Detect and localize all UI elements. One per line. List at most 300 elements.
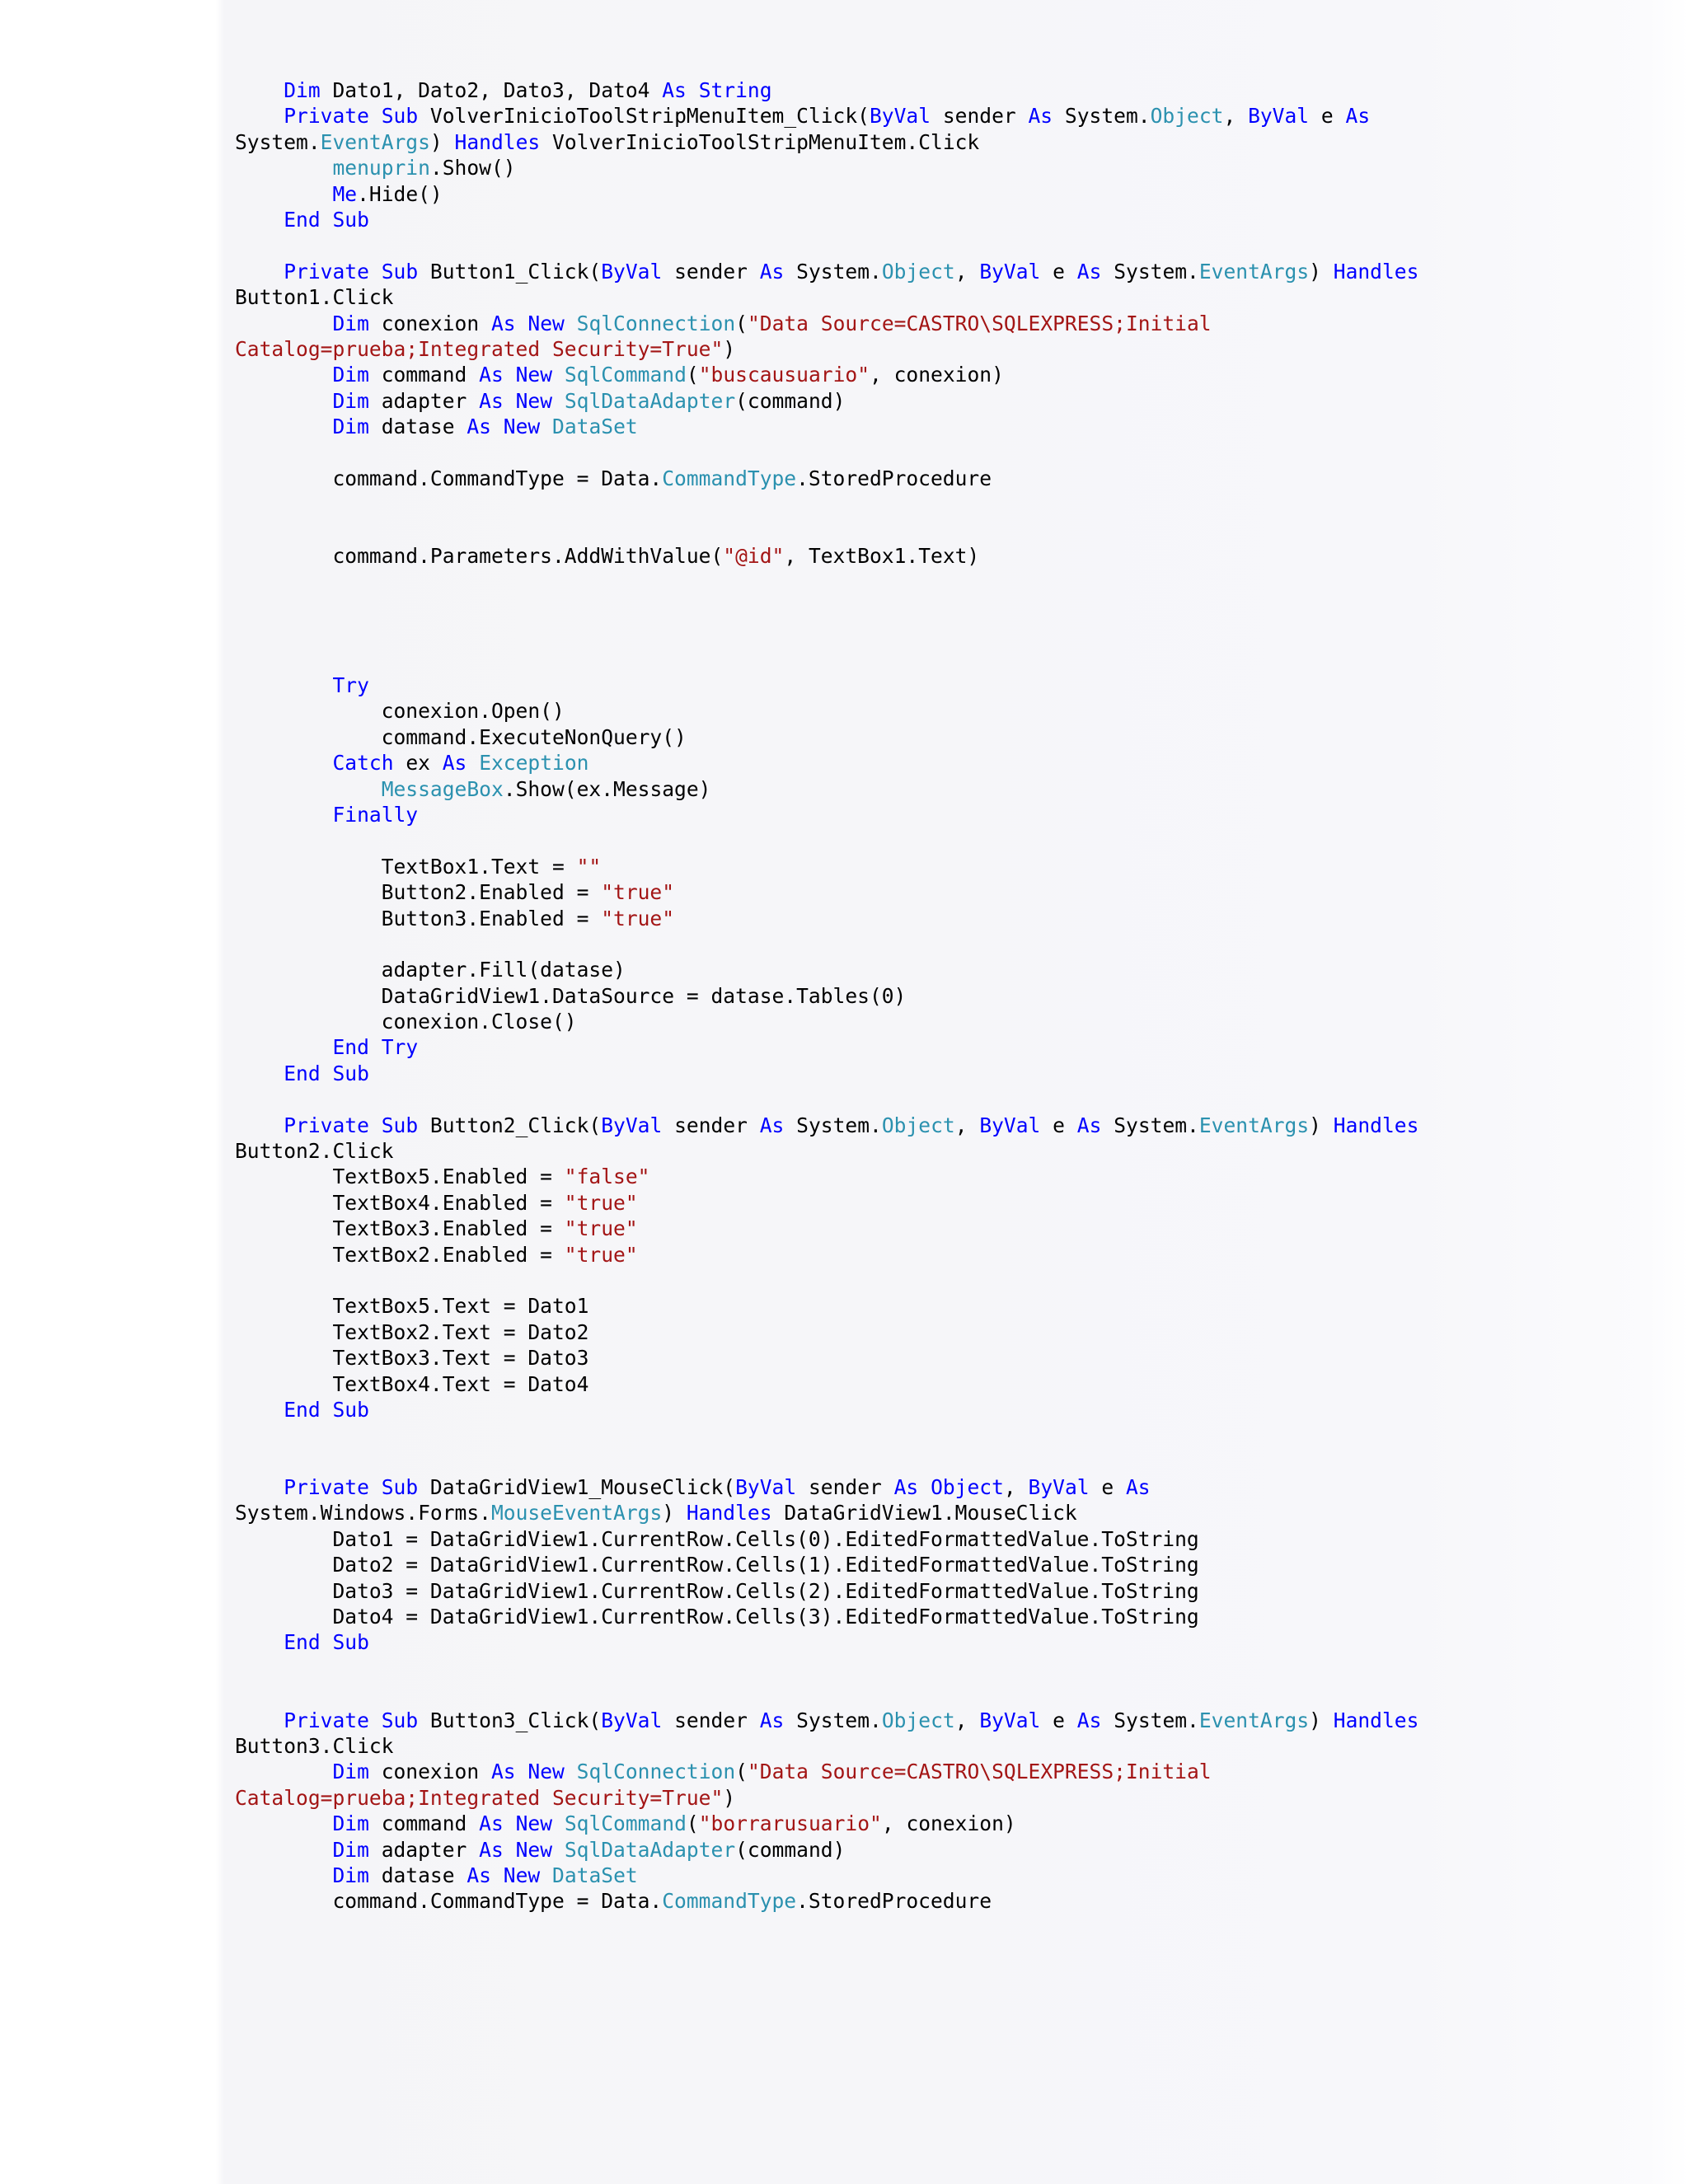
- code-token: ByVal: [601, 1708, 663, 1732]
- code-token: ): [723, 336, 736, 361]
- code-line: [235, 1293, 1653, 1319]
- code-token: As: [1345, 104, 1371, 129]
- code-token: [918, 1475, 931, 1499]
- code-token: ByVal: [1028, 1475, 1090, 1500]
- code-token: , TextBox1.Text): [784, 544, 980, 569]
- code-token: End: [284, 1397, 321, 1422]
- code-line: [235, 77, 1653, 103]
- code-line: [235, 259, 1653, 284]
- code-line: [235, 750, 1653, 776]
- code-token: Sub: [381, 104, 419, 129]
- code-token: [235, 208, 284, 232]
- code-token: [235, 1811, 332, 1835]
- code-token: e: [1309, 104, 1346, 129]
- code-token: [504, 363, 516, 387]
- code-token: Dato2 = DataGridView1.CurrentRow.Cells(1).EditedFormattedValue.ToString: [235, 1553, 1199, 1577]
- code-token: command.CommandType = Data.: [235, 1889, 663, 1914]
- code-token: Object: [881, 1708, 955, 1732]
- code-token: sender: [662, 1708, 760, 1732]
- code-token: [552, 1811, 565, 1835]
- code-token: [552, 389, 565, 413]
- code-token: Me: [332, 181, 358, 206]
- code-token: conexion: [368, 311, 491, 335]
- code-token: sender: [796, 1475, 894, 1500]
- code-token: (: [686, 363, 699, 387]
- code-token: VolverInicioToolStripMenuItem.Click: [540, 129, 980, 154]
- code-token: [540, 415, 552, 438]
- code-token: ): [662, 1501, 687, 1526]
- code-token: Handles: [1333, 1113, 1419, 1137]
- code-token: sender: [662, 259, 760, 284]
- code-token: [235, 389, 332, 413]
- code-token: ,: [954, 259, 980, 284]
- code-token: System.: [1101, 1113, 1199, 1137]
- code-token: ByVal: [869, 104, 931, 129]
- code-token: System.: [784, 1708, 882, 1732]
- code-token: [516, 312, 528, 335]
- code-token: command.Parameters.AddWithValue(: [235, 544, 724, 569]
- code-line: [235, 1061, 1653, 1086]
- code-line: [235, 776, 1653, 802]
- code-token: [552, 363, 565, 387]
- code-token: e: [1040, 259, 1077, 284]
- code-line: [235, 1086, 1653, 1112]
- code-token: Object: [1150, 104, 1224, 129]
- code-token: Sub: [332, 1061, 369, 1085]
- code-token: [235, 1760, 332, 1783]
- code-token: ByVal: [601, 259, 663, 284]
- code-token: ByVal: [979, 1113, 1041, 1137]
- code-token: ByVal: [1248, 104, 1310, 129]
- code-token: conexion.Close(): [235, 1010, 577, 1034]
- code-token: , conexion): [881, 1811, 1016, 1836]
- code-token: [504, 389, 516, 413]
- code-token: SqlCommand: [564, 363, 687, 387]
- code-token: Sub: [332, 207, 369, 232]
- code-line: [235, 1888, 1653, 1914]
- code-token: .Show(ex.Message): [503, 776, 711, 801]
- code-line: [235, 1371, 1653, 1397]
- code-token: System.Windows.Forms.: [235, 1501, 491, 1526]
- code-token: Sub: [381, 1708, 419, 1732]
- code-line: [235, 232, 1653, 258]
- code-token: (: [735, 1760, 748, 1784]
- code-line: [235, 1526, 1653, 1552]
- code-token: e: [1089, 1475, 1126, 1500]
- code-token: Private: [284, 1708, 369, 1732]
- code-token: [235, 1475, 284, 1499]
- code-token: [235, 415, 332, 438]
- code-token: EventArgs: [320, 129, 430, 154]
- code-token: menuprin: [332, 156, 430, 180]
- code-token: Try: [381, 1035, 419, 1060]
- code-token: Button3.Enabled =: [235, 906, 602, 930]
- code-token: As: [479, 363, 504, 387]
- code-token: Sub: [381, 1475, 419, 1500]
- code-token: Button3_Click(: [418, 1708, 602, 1732]
- code-token: TextBox2.Enabled =: [235, 1242, 565, 1267]
- code-token: [321, 1062, 333, 1085]
- code-token: System.: [784, 1113, 882, 1137]
- code-token: command.CommandType = Data.: [235, 466, 663, 490]
- code-token: "": [576, 854, 602, 879]
- code-token: Catalog=prueba;Integrated Security=True": [235, 1785, 724, 1810]
- code-token: VolverInicioToolStripMenuItem_Click(: [418, 104, 870, 129]
- code-token: TextBox1.Text =: [235, 854, 577, 879]
- code-token: MessageBox: [381, 776, 504, 801]
- code-token: conexion.Open(): [235, 699, 565, 724]
- code-token: [235, 803, 332, 827]
- code-line: [235, 414, 1653, 439]
- code-line: [235, 931, 1653, 957]
- code-line: [235, 1552, 1653, 1577]
- code-token: ByVal: [735, 1475, 797, 1500]
- code-token: Sub: [381, 1113, 419, 1137]
- code-token: Dim: [332, 311, 369, 335]
- code-token: SqlConnection: [576, 1760, 736, 1784]
- code-token: [235, 363, 332, 387]
- code-token: (: [686, 1811, 699, 1836]
- code-line: [235, 1268, 1653, 1293]
- code-line: [235, 388, 1653, 414]
- code-token: (: [735, 311, 748, 335]
- code-token: Handles: [686, 1501, 772, 1526]
- code-token: [235, 182, 332, 206]
- code-line: [235, 1604, 1653, 1629]
- code-token: End: [332, 1035, 369, 1060]
- code-token: , conexion): [870, 363, 1004, 387]
- code-token: TextBox4.Enabled =: [235, 1190, 565, 1215]
- code-token: [504, 1811, 516, 1835]
- code-token: Sub: [332, 1630, 369, 1655]
- code-token: System.: [1101, 1708, 1199, 1732]
- code-token: As: [490, 1760, 516, 1784]
- code-token: [369, 1708, 382, 1732]
- code-token: SqlDataAdapter: [564, 388, 736, 413]
- code-token: As: [490, 311, 516, 335]
- code-token: System.: [1101, 259, 1199, 284]
- code-token: DataGridView1_MouseClick(: [418, 1475, 736, 1500]
- code-token: ): [1309, 1708, 1334, 1732]
- code-line: [235, 1656, 1653, 1681]
- code-token: TextBox3.Text = Dato3: [235, 1346, 589, 1371]
- code-line: [235, 1708, 1653, 1733]
- code-line: [235, 827, 1653, 853]
- code-token: Dim: [332, 1760, 369, 1784]
- code-token: conexion: [368, 1760, 491, 1784]
- code-token: As: [1126, 1475, 1151, 1500]
- code-token: [235, 1062, 284, 1085]
- code-token: Dim: [332, 388, 369, 413]
- code-token: Dim: [332, 1863, 369, 1887]
- code-line: [235, 1474, 1653, 1500]
- code-token: As: [467, 415, 491, 439]
- code-token: .StoredProcedure: [796, 1889, 992, 1914]
- code-token: As: [662, 78, 687, 102]
- code-token: Dim: [332, 415, 369, 439]
- code-token: "true": [564, 1242, 638, 1267]
- code-token: Try: [332, 673, 369, 697]
- code-token: New: [515, 363, 553, 387]
- code-token: [235, 1035, 332, 1059]
- code-token: [235, 312, 332, 335]
- code-token: Dato3 = DataGridView1.CurrentRow.Cells(2).EditedFormattedValue.ToString: [235, 1578, 1199, 1603]
- code-token: New: [528, 1760, 565, 1784]
- code-token: sender: [662, 1113, 760, 1137]
- code-token: TextBox4.Text = Dato4: [235, 1371, 589, 1396]
- code-line: [235, 595, 1653, 621]
- code-listing: [235, 77, 1653, 1915]
- code-token: [369, 1113, 382, 1137]
- code-token: ex: [393, 751, 443, 776]
- code-token: [321, 208, 333, 232]
- code-token: ByVal: [979, 259, 1041, 284]
- code-token: As: [479, 388, 504, 413]
- code-token: "buscausuario": [698, 363, 870, 387]
- code-token: [467, 751, 479, 775]
- code-token: Dim: [332, 1837, 369, 1862]
- code-token: End: [284, 1061, 321, 1085]
- code-token: As: [467, 1863, 491, 1887]
- code-token: [552, 1838, 565, 1862]
- code-token: .Show(): [429, 156, 516, 180]
- code-token: As: [1028, 104, 1053, 129]
- code-token: EventArgs: [1198, 1708, 1310, 1732]
- code-line: [235, 724, 1653, 750]
- code-line: [235, 491, 1653, 517]
- code-line: [235, 1629, 1653, 1655]
- code-token: SqlCommand: [564, 1811, 687, 1836]
- code-line: [235, 1422, 1653, 1448]
- code-token: As: [479, 1811, 504, 1836]
- code-token: [565, 1760, 577, 1783]
- code-token: ): [1309, 1113, 1334, 1137]
- code-token: e: [1040, 1113, 1077, 1137]
- code-token: DataGridView1.DataSource = datase.Tables(0): [235, 983, 907, 1008]
- code-token: TextBox3.Enabled =: [235, 1216, 565, 1241]
- code-line: [235, 1242, 1653, 1268]
- code-token: Handles: [454, 129, 541, 154]
- code-token: Button2.Enabled =: [235, 880, 602, 905]
- code-token: ByVal: [601, 1113, 663, 1137]
- code-token: [321, 1398, 333, 1422]
- code-line: [235, 1578, 1653, 1604]
- code-line: [235, 1397, 1653, 1422]
- code-token: [235, 751, 332, 775]
- code-token: Button1_Click(: [418, 259, 602, 284]
- code-line: [235, 621, 1653, 646]
- code-token: Handles: [1333, 1708, 1419, 1732]
- code-token: (command): [735, 1837, 846, 1862]
- code-line: [235, 1345, 1653, 1371]
- code-token: "true": [601, 880, 675, 905]
- code-token: Exception: [479, 751, 589, 776]
- code-token: As: [442, 751, 467, 776]
- code-token: CommandType: [662, 466, 797, 490]
- code-token: [491, 415, 504, 438]
- code-token: (command): [735, 388, 846, 413]
- code-line: [235, 311, 1653, 336]
- code-line: [235, 983, 1653, 1009]
- code-token: ,: [1003, 1475, 1029, 1500]
- code-line: [235, 1216, 1653, 1241]
- code-token: EventArgs: [1198, 259, 1310, 284]
- code-token: Button3.Click: [235, 1734, 394, 1758]
- code-token: adapter: [368, 388, 480, 413]
- code-token: ByVal: [979, 1708, 1041, 1732]
- code-token: System.: [1053, 104, 1151, 129]
- code-token: "Data Source=CASTRO\SQLEXPRESS;Initial: [747, 1760, 1212, 1784]
- code-token: Dato1, Dato2, Dato3, Dato4: [320, 78, 663, 102]
- code-line: [235, 518, 1653, 543]
- code-token: CommandType: [662, 1889, 797, 1914]
- code-line: [235, 802, 1653, 827]
- code-line: [235, 129, 1653, 155]
- code-token: Catalog=prueba;Integrated Security=True": [235, 336, 724, 361]
- code-token: As: [1076, 1708, 1102, 1732]
- code-token: command: [368, 363, 480, 387]
- code-token: command.ExecuteNonQuery(): [235, 724, 687, 749]
- code-token: ): [429, 129, 455, 154]
- code-line: [235, 1164, 1653, 1189]
- code-line: [235, 906, 1653, 931]
- code-token: Dim: [284, 78, 321, 102]
- code-token: End: [284, 207, 321, 232]
- code-token: [235, 1630, 284, 1654]
- code-token: Dim: [332, 1811, 369, 1836]
- code-line: [235, 1863, 1653, 1888]
- code-token: "Data Source=CASTRO\SQLEXPRESS;Initial: [747, 311, 1212, 335]
- code-line: [235, 284, 1653, 310]
- code-token: Catch: [332, 751, 394, 776]
- code-token: "true": [601, 906, 675, 930]
- code-token: DataSet: [552, 415, 638, 439]
- code-token: datase: [368, 1863, 467, 1887]
- code-line: [235, 647, 1653, 673]
- code-token: Button2_Click(: [418, 1113, 602, 1137]
- code-token: ): [1309, 259, 1334, 284]
- code-token: New: [503, 1863, 541, 1887]
- code-token: [491, 1863, 504, 1887]
- code-token: Object: [881, 259, 955, 284]
- code-token: As: [1076, 1113, 1102, 1137]
- code-token: As: [759, 1113, 785, 1137]
- code-line: [235, 1138, 1653, 1164]
- code-line: [235, 466, 1653, 491]
- code-token: As: [1076, 259, 1102, 284]
- code-line: [235, 181, 1653, 207]
- code-token: New: [515, 1811, 553, 1836]
- code-token: Private: [284, 1113, 369, 1137]
- code-line: [235, 1319, 1653, 1345]
- code-token: [369, 260, 382, 284]
- code-line: [235, 1759, 1653, 1784]
- code-token: As: [893, 1475, 919, 1500]
- code-token: ,: [1223, 104, 1249, 129]
- code-line: [235, 1785, 1653, 1811]
- code-token: [235, 1863, 332, 1887]
- code-token: TextBox5.Enabled =: [235, 1165, 565, 1189]
- code-line: [235, 1009, 1653, 1034]
- code-token: [235, 78, 284, 102]
- code-token: System.: [235, 129, 321, 154]
- code-token: SqlDataAdapter: [564, 1837, 736, 1862]
- code-token: Object: [881, 1113, 955, 1137]
- code-token: Sub: [381, 259, 419, 284]
- code-token: TextBox2.Text = Dato2: [235, 1319, 589, 1344]
- code-line: [235, 543, 1653, 569]
- code-token: [235, 777, 382, 801]
- code-token: SqlConnection: [576, 311, 736, 335]
- code-token: "borrarusuario": [698, 1811, 882, 1836]
- code-token: [321, 1630, 333, 1654]
- code-line: [235, 207, 1653, 232]
- code-token: [235, 1398, 284, 1422]
- code-line: [235, 879, 1653, 905]
- code-token: [235, 1113, 284, 1137]
- code-token: [235, 104, 284, 128]
- code-token: As: [759, 259, 785, 284]
- code-token: Dato1 = DataGridView1.CurrentRow.Cells(0).EditedFormattedValue.ToString: [235, 1526, 1199, 1551]
- code-token: "@id": [723, 544, 785, 569]
- code-line: [235, 103, 1653, 129]
- code-line: [235, 1190, 1653, 1216]
- code-token: [369, 104, 382, 128]
- code-token: [369, 1035, 382, 1059]
- code-token: New: [528, 311, 565, 335]
- code-token: ): [723, 1785, 736, 1810]
- code-token: "false": [564, 1165, 650, 1189]
- code-token: adapter.Fill(datase): [235, 958, 626, 982]
- code-line: [235, 1034, 1653, 1060]
- code-token: [565, 312, 577, 335]
- code-line: [235, 439, 1653, 465]
- code-line: [235, 569, 1653, 594]
- code-line: [235, 1733, 1653, 1759]
- code-line: [235, 1113, 1653, 1138]
- code-token: [235, 673, 332, 697]
- code-token: Private: [284, 1475, 369, 1500]
- code-line: [235, 1681, 1653, 1707]
- code-token: System.: [784, 259, 882, 284]
- code-line: [235, 698, 1653, 724]
- code-token: New: [515, 388, 553, 413]
- code-token: EventArgs: [1198, 1113, 1310, 1137]
- code-token: datase: [368, 415, 467, 439]
- code-token: TextBox5.Text = Dato1: [235, 1294, 589, 1319]
- code-token: As: [759, 1708, 785, 1732]
- code-token: [504, 1838, 516, 1862]
- code-line: [235, 957, 1653, 982]
- code-token: adapter: [368, 1837, 480, 1862]
- code-token: sender: [931, 104, 1029, 129]
- code-token: e: [1040, 1708, 1077, 1732]
- code-token: Sub: [332, 1397, 369, 1422]
- code-token: New: [515, 1837, 553, 1862]
- code-token: ,: [954, 1113, 980, 1137]
- code-token: As: [479, 1837, 504, 1862]
- code-token: End: [284, 1630, 321, 1655]
- code-line: [235, 673, 1653, 698]
- code-token: Dato4 = DataGridView1.CurrentRow.Cells(3).EditedFormattedValue.ToString: [235, 1605, 1199, 1629]
- code-token: .StoredProcedure: [796, 466, 992, 490]
- code-token: [540, 1863, 552, 1887]
- code-token: New: [503, 415, 541, 439]
- code-token: [235, 260, 284, 284]
- code-token: MouseEventArgs: [490, 1501, 663, 1526]
- code-token: DataGridView1.MouseClick: [771, 1501, 1077, 1526]
- code-line: [235, 1449, 1653, 1474]
